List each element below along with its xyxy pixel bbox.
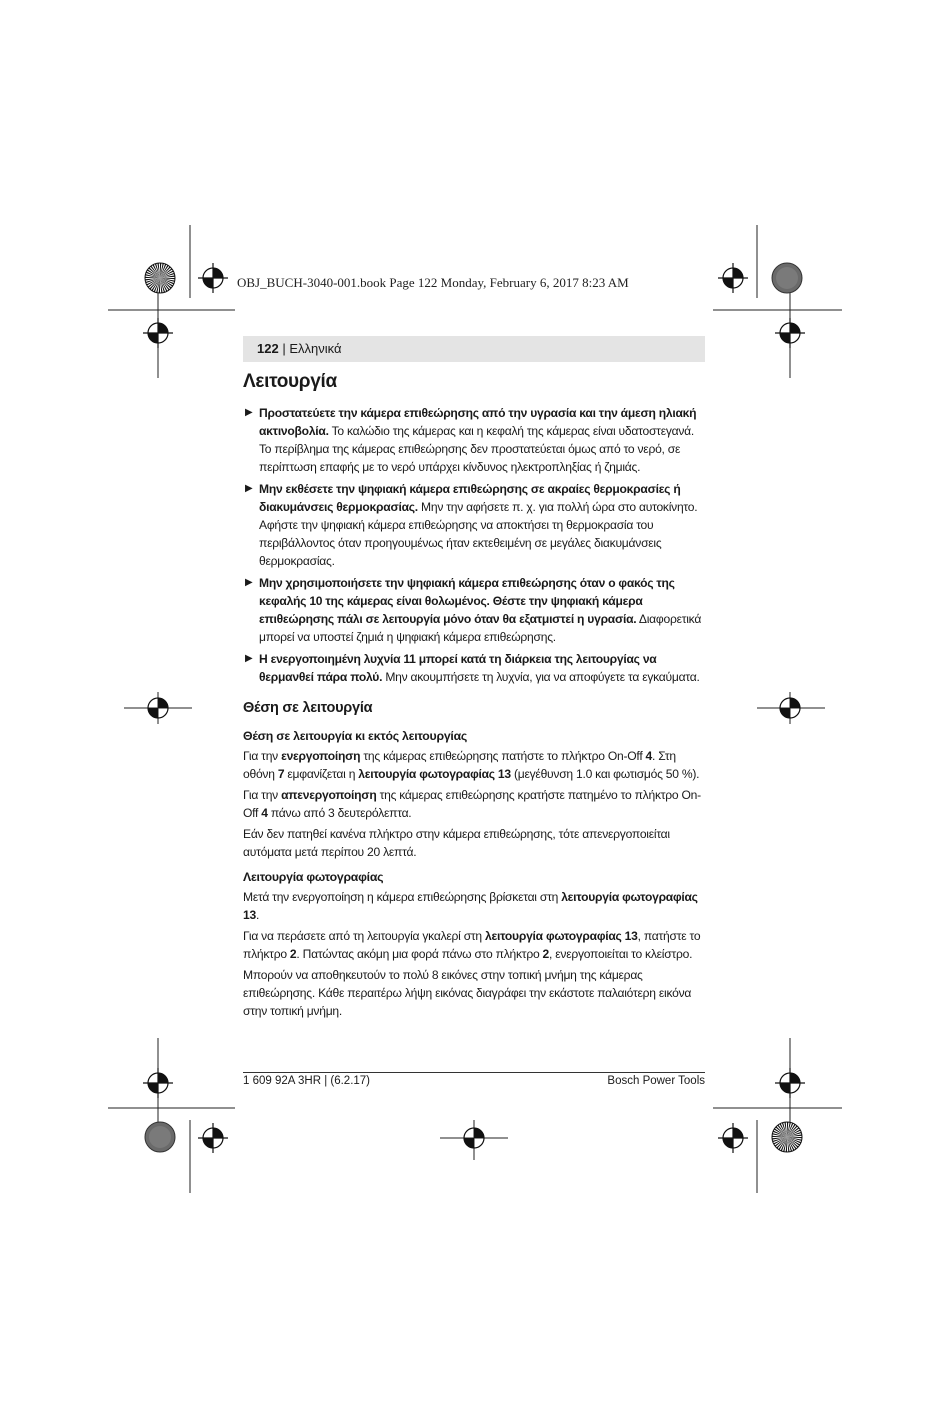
warning-text: Το καλώδιο της κάμερας και η κεφαλή της κάμερας είναι υδατοστεγανά. Το περίβλημα της κάμερας επιθεώρησης δεν προστατεύεται όμως από το νερό, σε περίπτωση επαφής με το νερό υπάρχει κίνδυνος ηλεκτροπληξίας ή ζημιάς. (259, 424, 695, 474)
print-slug: OBJ_BUCH-3040-001.book Page 122 Monday, February 6, 2017 8:23 AM (237, 275, 629, 290)
warning-bold: Μην χρησιμοποιήσετε την ψηφιακή κάμερα επιθεώρησης όταν ο φακός της κεφαλής 10 της κάμερας είναι θολωμένος. Θέστε την ψηφιακή κάμερα επιθεώρησης πάλι σε λειτουργία μόνο όταν θα εξατμιστεί η υγρασία. (259, 576, 675, 626)
header-section: Ελληνικά (289, 341, 342, 356)
paragraph: Για να περάσετε από τη λειτουργία γκαλερί στη λειτουργία φωτογραφίας 13, πατήστε το πλήκτρο 2. Πατώντας ακόμη μια φορά πάνω στο πλήκτρο 2, ενεργοποιείται το κλείστρο. (243, 929, 701, 961)
header-separator: | (278, 341, 290, 356)
triangle-bullet-icon: ▶ (245, 577, 253, 588)
warning-item (243, 650, 705, 686)
warning-text: Μην την αφήσετε π. χ. για πολλή ώρα στο αυτοκίνητο. Αφήστε την ψηφιακή κάμερα επιθεώρησης να αποκτήσει τη θερμοκρασία του περιβάλλοντος όταν προηγουμένως ήταν εκτεθειμένη σε μεγάλες διακυμάνσεις θερμοκρασίας. (259, 500, 698, 568)
paragraph: Για την απενεργοποίηση της κάμερας επιθεώρησης κρατήστε πατημένο το πλήκτρο On-Off 4 πάνω από 3 δευτερόλεπτα. (243, 788, 701, 820)
section-heading: Θέση σε λειτουργία (243, 700, 373, 716)
warning-bold: Προστατεύετε την κάμερα επιθεώρησης από την υγρασία και την άμεση ηλιακή ακτινοβολία. (259, 406, 697, 438)
page-title: Λειτουργία (243, 371, 337, 392)
warning-bold: Μην εκθέσετε την ψηφιακή κάμερα επιθεώρησης σε ακραίες θερμοκρασίες ή διακυμάνσεις θερμοκρασίας. (259, 482, 681, 514)
footer-doc-number: 1 609 92A 3HR | (6.2.17) (243, 1075, 371, 1087)
triangle-bullet-icon: ▶ (245, 653, 253, 664)
main-content (243, 366, 705, 1023)
paragraph: Για την ενεργοποίηση της κάμερας επιθεώρησης πατήστε το πλήκτρο On-Off 4. Στη οθόνη 7 εμφανίζεται η λειτουργία φωτογραφίας 13 (μεγέθυνση 1.0 και φωτισμός 50 %). (243, 749, 700, 781)
paragraph: Μετά την ενεργοποίηση η κάμερα επιθεώρησης βρίσκεται στη λειτουργία φωτογραφίας 13. (243, 890, 698, 922)
footer-rule (243, 1072, 705, 1073)
paragraph: Εάν δεν πατηθεί κανένα πλήκτρο στην κάμερα επιθεώρησης, τότε απενεργοποιείται αυτόματα μετά περίπου 20 λεπτά. (243, 827, 670, 859)
warning-item (243, 480, 705, 570)
subsection-heading: Λειτουργία φωτογραφίας (243, 870, 384, 884)
page-header (243, 336, 705, 362)
warning-text: Διαφορετικά μπορεί να υποστεί ζημιά η ψηφιακή κάμερα επιθεώρησης. (259, 612, 702, 644)
warning-item (243, 404, 705, 476)
footer-brand: Bosch Power Tools (607, 1075, 705, 1087)
warning-text: Μην ακουμπήσετε τη λυχνία, για να αποφύγετε τα εγκαύματα. (382, 670, 700, 684)
subsection-heading: Θέση σε λειτουργία κι εκτός λειτουργίας (243, 729, 468, 743)
paragraph: Μπορούν να αποθηκευτούν το πολύ 8 εικόνες στην τοπική μνήμη της κάμερας επιθεώρησης. Κάθε περαιτέρω λήψη εικόνας διαγράφει την εκάστοτε παλαιότερη εικόνα στην τοπική μνήμη. (243, 968, 692, 1018)
triangle-bullet-icon: ▶ (245, 483, 253, 494)
warning-bold: Η ενεργοποιημένη λυχνία 11 μπορεί κατά τη διάρκεια της λειτουργίας να θερμανθεί πάρα πολύ. (259, 652, 657, 684)
page-number: 122 (257, 341, 279, 356)
warning-item (243, 574, 705, 646)
triangle-bullet-icon: ▶ (245, 407, 253, 418)
